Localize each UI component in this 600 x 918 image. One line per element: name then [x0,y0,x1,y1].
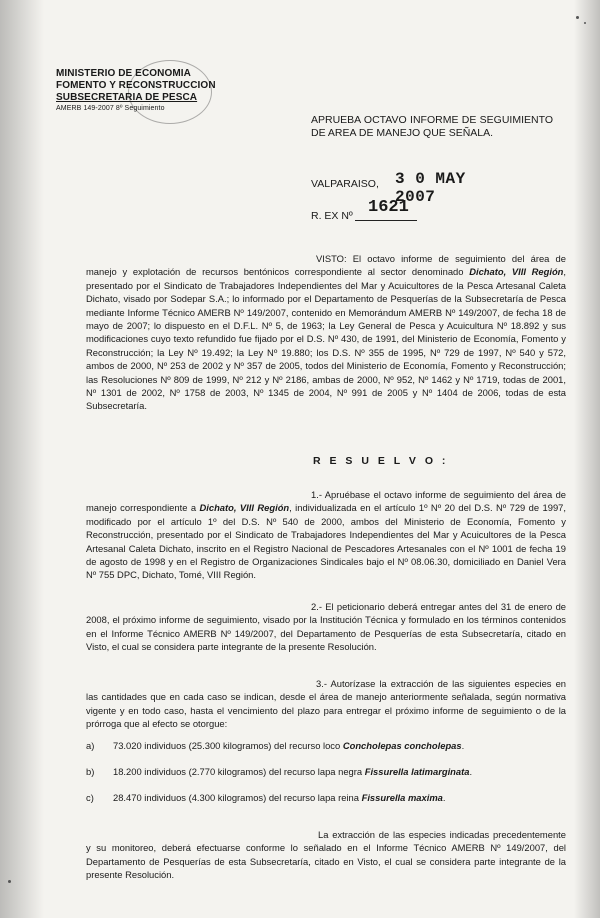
resolution-number [311,198,431,222]
species-name: Fissurella latimarginata [364,766,470,777]
resolution-number-stamp: 1621 [368,198,409,217]
article-2: 2.- El peticionario deberá entregar antes del 31 de enero de 2008, el próximo informe de seguimiento, visado por la Institución Técnica y formulado en los términos contenidos en el Informe Técnico AMERB Nº 149/2007, del Departamento de Pesquerías de esta Subsecretaría, citado en Visto, el cual se considera parte integrante de la presente Resolución. [86,601,566,653]
number-underline [355,220,417,221]
species-name: Concholepas concholepas [342,740,462,751]
final-paragraph: La extracción de las especies indicadas precedentemente y su monitoreo, deberá efectuarse conforme lo señalado en el Informe Técnico AMERB Nº 149/2007, del Departamento de Pesquerías de esta Subsecretaría, citado en Visto, el cual se considera parte integrante de la presente Resolución. [86,829,566,881]
letterhead [56,68,256,113]
article-3: 3.- Autorízase la extracción de las siguientes especies en las cantidades que en cada caso se indican, desde el área de manejo anteriormente señalada, según normativa vigente y en todo caso, hasta el vencimiento del plazo para entregar el próximo informe de seguimiento o de la prórroga que al efecto se otorgue: [86,678,566,730]
city-label: VALPARAISO, [311,178,379,190]
article-1 [86,488,566,582]
visto-text-1: VISTO: El octavo informe de seguimiento del área de manejo y explotación de recursos bentónicos correspondiente al sector denominado [86,253,566,278]
article-1-text-2: , individualizada en el artículo 1º Nº 20 del D.S. Nº 729 de 1997, modificado por el artículo 1º del D.S. Nº 540 de 2000, ambos del Ministerio de Economía, Fomento y Reconstrucción, presentado por el Sindicato de Trabajadores Independientes del Mar y Acuicultores de la Pesca Artesanal Caleta Dichato, inscrito en el Registro Nacional de Pescadores Artesanales con el Nº 1001 de fecha 19 de agosto de 1998 y en el Registro de Organizaciones Sindicales bajo el Nº 08.06.30, domiciliado en Daniel Vera Nº 755 DPC, Dichato, Tomé, VIII Región. [86,502,566,581]
ministry-line-3: SUBSECRETARIA DE PESCA [56,92,198,103]
item-end: . [442,792,446,803]
species-name: Fissurella maxima [361,792,443,803]
item-text: 18.200 individuos (2.770 kilogramos) del recurso lapa negra [113,766,365,777]
scan-shadow-left [0,0,44,918]
visto-text-2: , presentado por el Sindicato de Trabajadores Independientes del Mar y Acuicultores de la Pesca Artesanal Caleta Dichato, visado por Sodepar S.A.; lo informado por el Departamento de Pesquerías de la Subsecretaría de Pesca mediante Informe Técnico AMERB Nº 149/2007, contenido en Memorándum AMERB Nº 149/2007, de fecha 18 de mayo de 2007; lo dispuesto en el D.F.L. Nº 5, de 1963; la Ley General de Pesca y Acuicultura Nº 18.892 y sus modificaciones cuyo texto refundido fue fijado por el D.S. Nº 430, de 1991, del Ministerio de Economía, Fomento y Reconstrucción; la Ley Nº 19.492; la Ley Nº 19.880; los D.S. Nº 355 de 1995, Nº 729 de 1997, Nº 540 y 572, ambos de 2000, Nº 253 de 2002 y Nº 357 de 2005, todos del Ministerio de Economía, Fomento y Reconstrucción; las Resoluciones Nº 809 de 1999, Nº 212 y Nº 2186, ambas de 2000, Nº 952, Nº 1462 y Nº 1719, todas de 2001, Nº 1301 de 2002, Nº 1758 de 2003, Nº 1345 de 2004, Nº 991 de 2005 y Nº 1404 de 2006, todas de esta Subsecretaría. [86,266,567,412]
date-line [311,170,511,206]
resolution-subject: APRUEBA OCTAVO INFORME DE SEGUIMIENTO DE AREA DE MANEJO QUE SEÑALA. [311,114,553,139]
ministry-line-2: FOMENTO Y RECONSTRUCCION [56,80,216,91]
ministry-line-4: AMERB 149-2007 8º Seguimiento [56,105,165,112]
resuelvo-heading: R E S U E L V O : [313,455,449,467]
visto-paragraph [86,252,566,413]
item-text: 28.470 individuos (4.300 kilogramos) del recurso lapa reina [113,792,362,803]
item-text: 73.020 individuos (25.300 kilogramos) del recurso loco [113,740,343,751]
scan-speck [8,880,11,883]
ministry-line-1: MINISTERIO DE ECONOMIA [56,68,191,79]
scan-speck [576,16,579,19]
scan-speck [584,22,586,24]
article-1-area-name: Dichato, VIII Región [199,502,290,514]
article-1-text-1: 1.- Apruébase el octavo informe de seguimiento del área de manejo correspondiente a [86,489,566,514]
item-end: . [469,766,473,777]
item-end: . [461,740,465,751]
date-stamp: 3 0 MAY 2007 [395,170,466,206]
scan-shadow-right [574,0,600,918]
resolution-label: R. EX Nº [311,210,353,222]
item-label: b) [86,766,95,777]
visto-area-name: Dichato, VIII Región [469,266,564,278]
item-label: c) [86,792,94,803]
item-label: a) [86,740,95,751]
